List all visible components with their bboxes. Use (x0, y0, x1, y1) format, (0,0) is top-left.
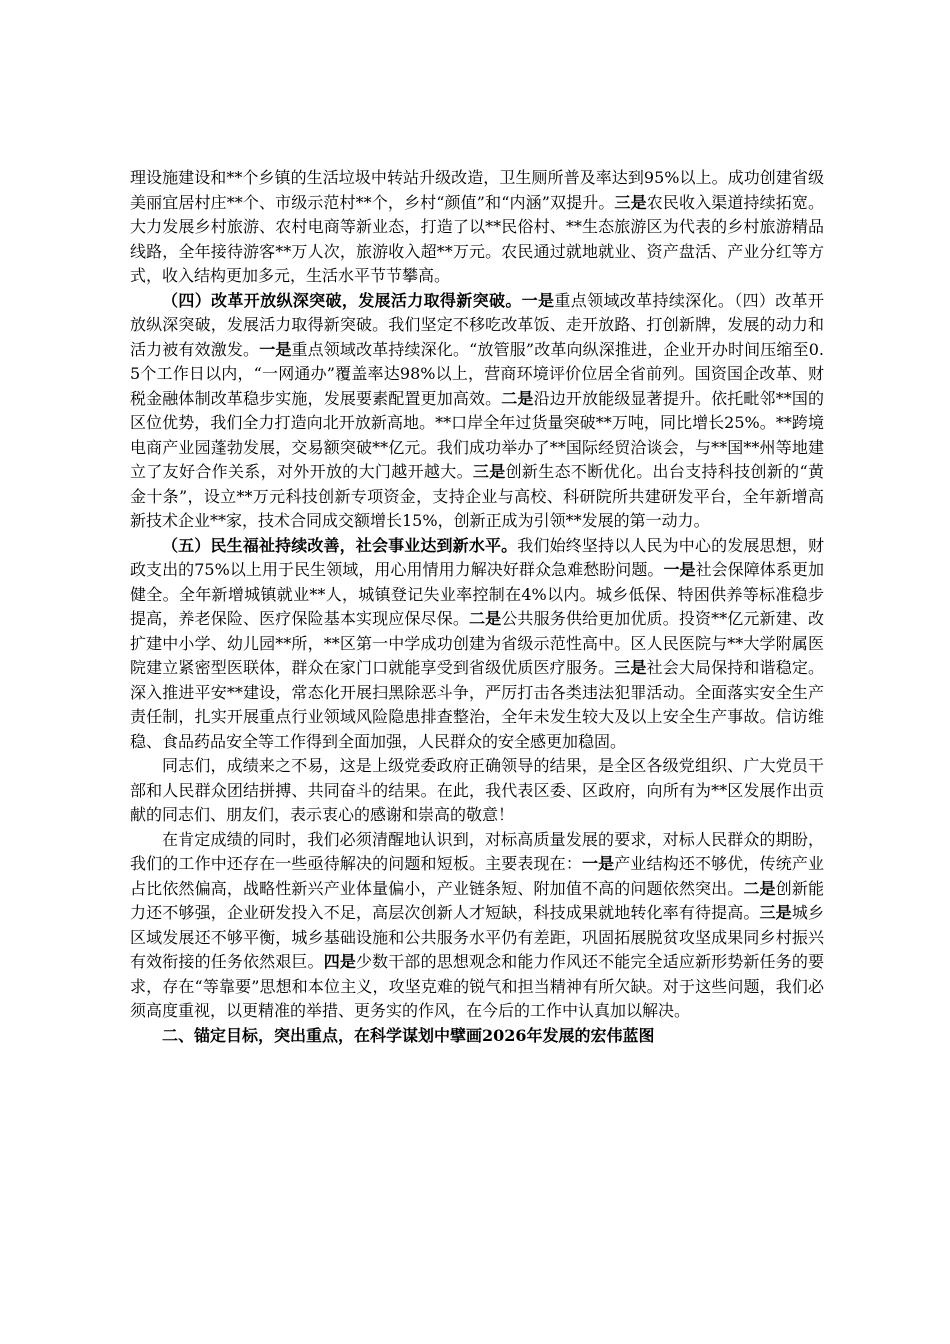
section-heading-5: （五）民生福祉持续改善，社会事业达到新水平。 (162, 535, 518, 555)
paragraph-reform-opening (130, 289, 824, 534)
bold-marker: 二是 (468, 609, 502, 628)
paragraph-gratitude: 同志们，成绩来之不易，这是上级党委政府正确领导的结果，是全区各级党组织、广大党员干部和人民群众团结拼搏、共同奋斗的结果。在此，我代表区委、区政府，向所有为**区发展作出贡献的同志们、朋友们，表示衷心的感谢和崇高的敬意！ (130, 756, 824, 824)
text-span: 创新生态不断优化。出台支持科技创新的“黄金十条”，设立**万元科技创新专项资金，支持企业与高校、科研院所共建研发平台，全年新增高新技术企业**家，技术合同成交额增长15%，创新正成为引领**发展的第一动力。 (130, 462, 824, 530)
bold-marker: 一是 (259, 339, 292, 359)
bold-marker: 二是 (743, 878, 776, 898)
text-span: 我们始终坚持以人民为中心的发展思想，财政支出的75%以上用于民生领域，用心用情用力解决好群众急难愁盼问题。 (130, 535, 824, 579)
text-span: 农民收入渠道持续拓宽。大力发展乡村旅游、农村电商等新业态，打造了以**民俗村、**生态旅游区为代表的乡村旅游精品线路，全年接待游客**万人次，旅游收入超**万元。农民通过就地就业、资产盘活、产业分红等方式，收入结构更加多元，生活水平节节攀高。 (130, 192, 824, 285)
paragraph-rural-income (130, 166, 824, 289)
bold-marker: 三是 (614, 192, 647, 212)
bold-marker: 二是 (501, 388, 534, 408)
text-span: 重点领域改革持续深化。（四）改革开放纵深突破，发展活力取得新突破。我们坚定不移吃改革饭、走开放路、打创新牌，发展的动力和活力被有效激发。 (130, 290, 824, 359)
text-span: 公共服务供给更加优质。投资**亿元新建、改扩建中小学、幼儿园**所，**区第一中学成功创建为省级示范性高中。区人民医院与**大学附属医院建立紧密型医联体，群众在家门口就能享受到省级优质医疗服务。 (130, 609, 824, 677)
bold-marker: 三是 (614, 658, 647, 677)
text-span: 在肯定成绩的同时，我们必须清醒地认识到，对标高质量发展的要求，对标人民群众的期盼，我们的工作中还存在一些亟待解决的问题和短板。主要表现在： (130, 829, 824, 873)
document-body (130, 166, 824, 1048)
text-span: 社会大局保持和谐稳定。深入推进平安**建设，常态化开展扫黑除恶斗争，严厉打击各类违法犯罪活动。全面落实安全生产责任制，扎实开展重点行业领域风险隐患排查整治，全年未发生较大及以上安全生产事故。信访维稳、食品药品安全等工作得到全面加强，人民群众的安全感更加稳固。 (130, 658, 824, 751)
bold-marker: 四是 (323, 952, 356, 971)
text-span: 理设施建设和**个乡镇的生活垃圾中转站升级改造，卫生厕所普及率达到95%以上。成功创建省级美丽宜居村庄**个、市级示范村**个，乡村“颜值”和“内涵”双提升。 (130, 168, 824, 212)
text-span: 产业结构还不够优，传统产业占比依然偏高，战略性新兴产业体量偏小，产业链条短、附加值不高的问题依然突出。 (130, 854, 824, 898)
text-span: 创新能力还不够强，企业研发投入不足，高层次创新人才短缺，科技成果就地转化率有待提高。 (130, 878, 824, 922)
bold-marker: 三是 (759, 903, 792, 922)
text-span: 城乡区域发展还不够平衡，城乡基础设施和公共服务水平仍有差距，巩固拓展脱贫攻坚成果同乡村振兴有效衔接的任务依然艰巨。 (130, 903, 824, 971)
paragraph-livelihood (130, 534, 824, 755)
text-span: 社会保障体系更加健全。全年新增城镇就业**人，城镇登记失业率控制在4%以内。城乡低保、特困供养等标准稳步提高，养老保险、医疗保险基本实现应保尽保。 (130, 560, 824, 628)
text-span: 少数干部的思想观念和能力作风还不能完全适应新形势新任务的要求，存在“等靠要”思想和本位主义，攻坚克难的锐气和担当精神有所欠缺。对于这些问题，我们必须高度重视，以更精准的举措、更务实的作风，在今后的工作中认真加以解决。 (130, 952, 824, 1020)
section-heading-4: （四）改革开放纵深突破，发展活力取得新突破。一是 (162, 290, 555, 310)
text-span: 重点领域改革持续深化。“放管服”改革向纵深推进，企业开办时间压缩至0.5个工作日以内，“一网通办”覆盖率达98%以上，营商环境评价位居全省前列。国资国企改革、财税金融体制改革稳步实施，发展要素配置更加高效。 (130, 339, 824, 408)
section-heading-2: 二、锚定目标，突出重点，在科学谋划中擘画2026年发展的宏伟蓝图 (162, 1025, 655, 1045)
bold-marker: 三是 (472, 462, 506, 481)
bold-marker: 一是 (581, 854, 615, 873)
text-span: 沿边开放能级显著提升。依托毗邻**国的区位优势，我们全力打造向北开放新高地。**口岸全年过货量突破**万吨，同比增长25%。**跨境电商产业园蓬勃发展，交易额突破**亿元。我们成功举办了**国际经贸洽谈会，与**国**州等地建立了友好合作关系，对外开放的大门越开越大。 (130, 388, 824, 481)
bold-marker: 一是 (663, 560, 696, 579)
paragraph-problems (130, 828, 824, 1024)
